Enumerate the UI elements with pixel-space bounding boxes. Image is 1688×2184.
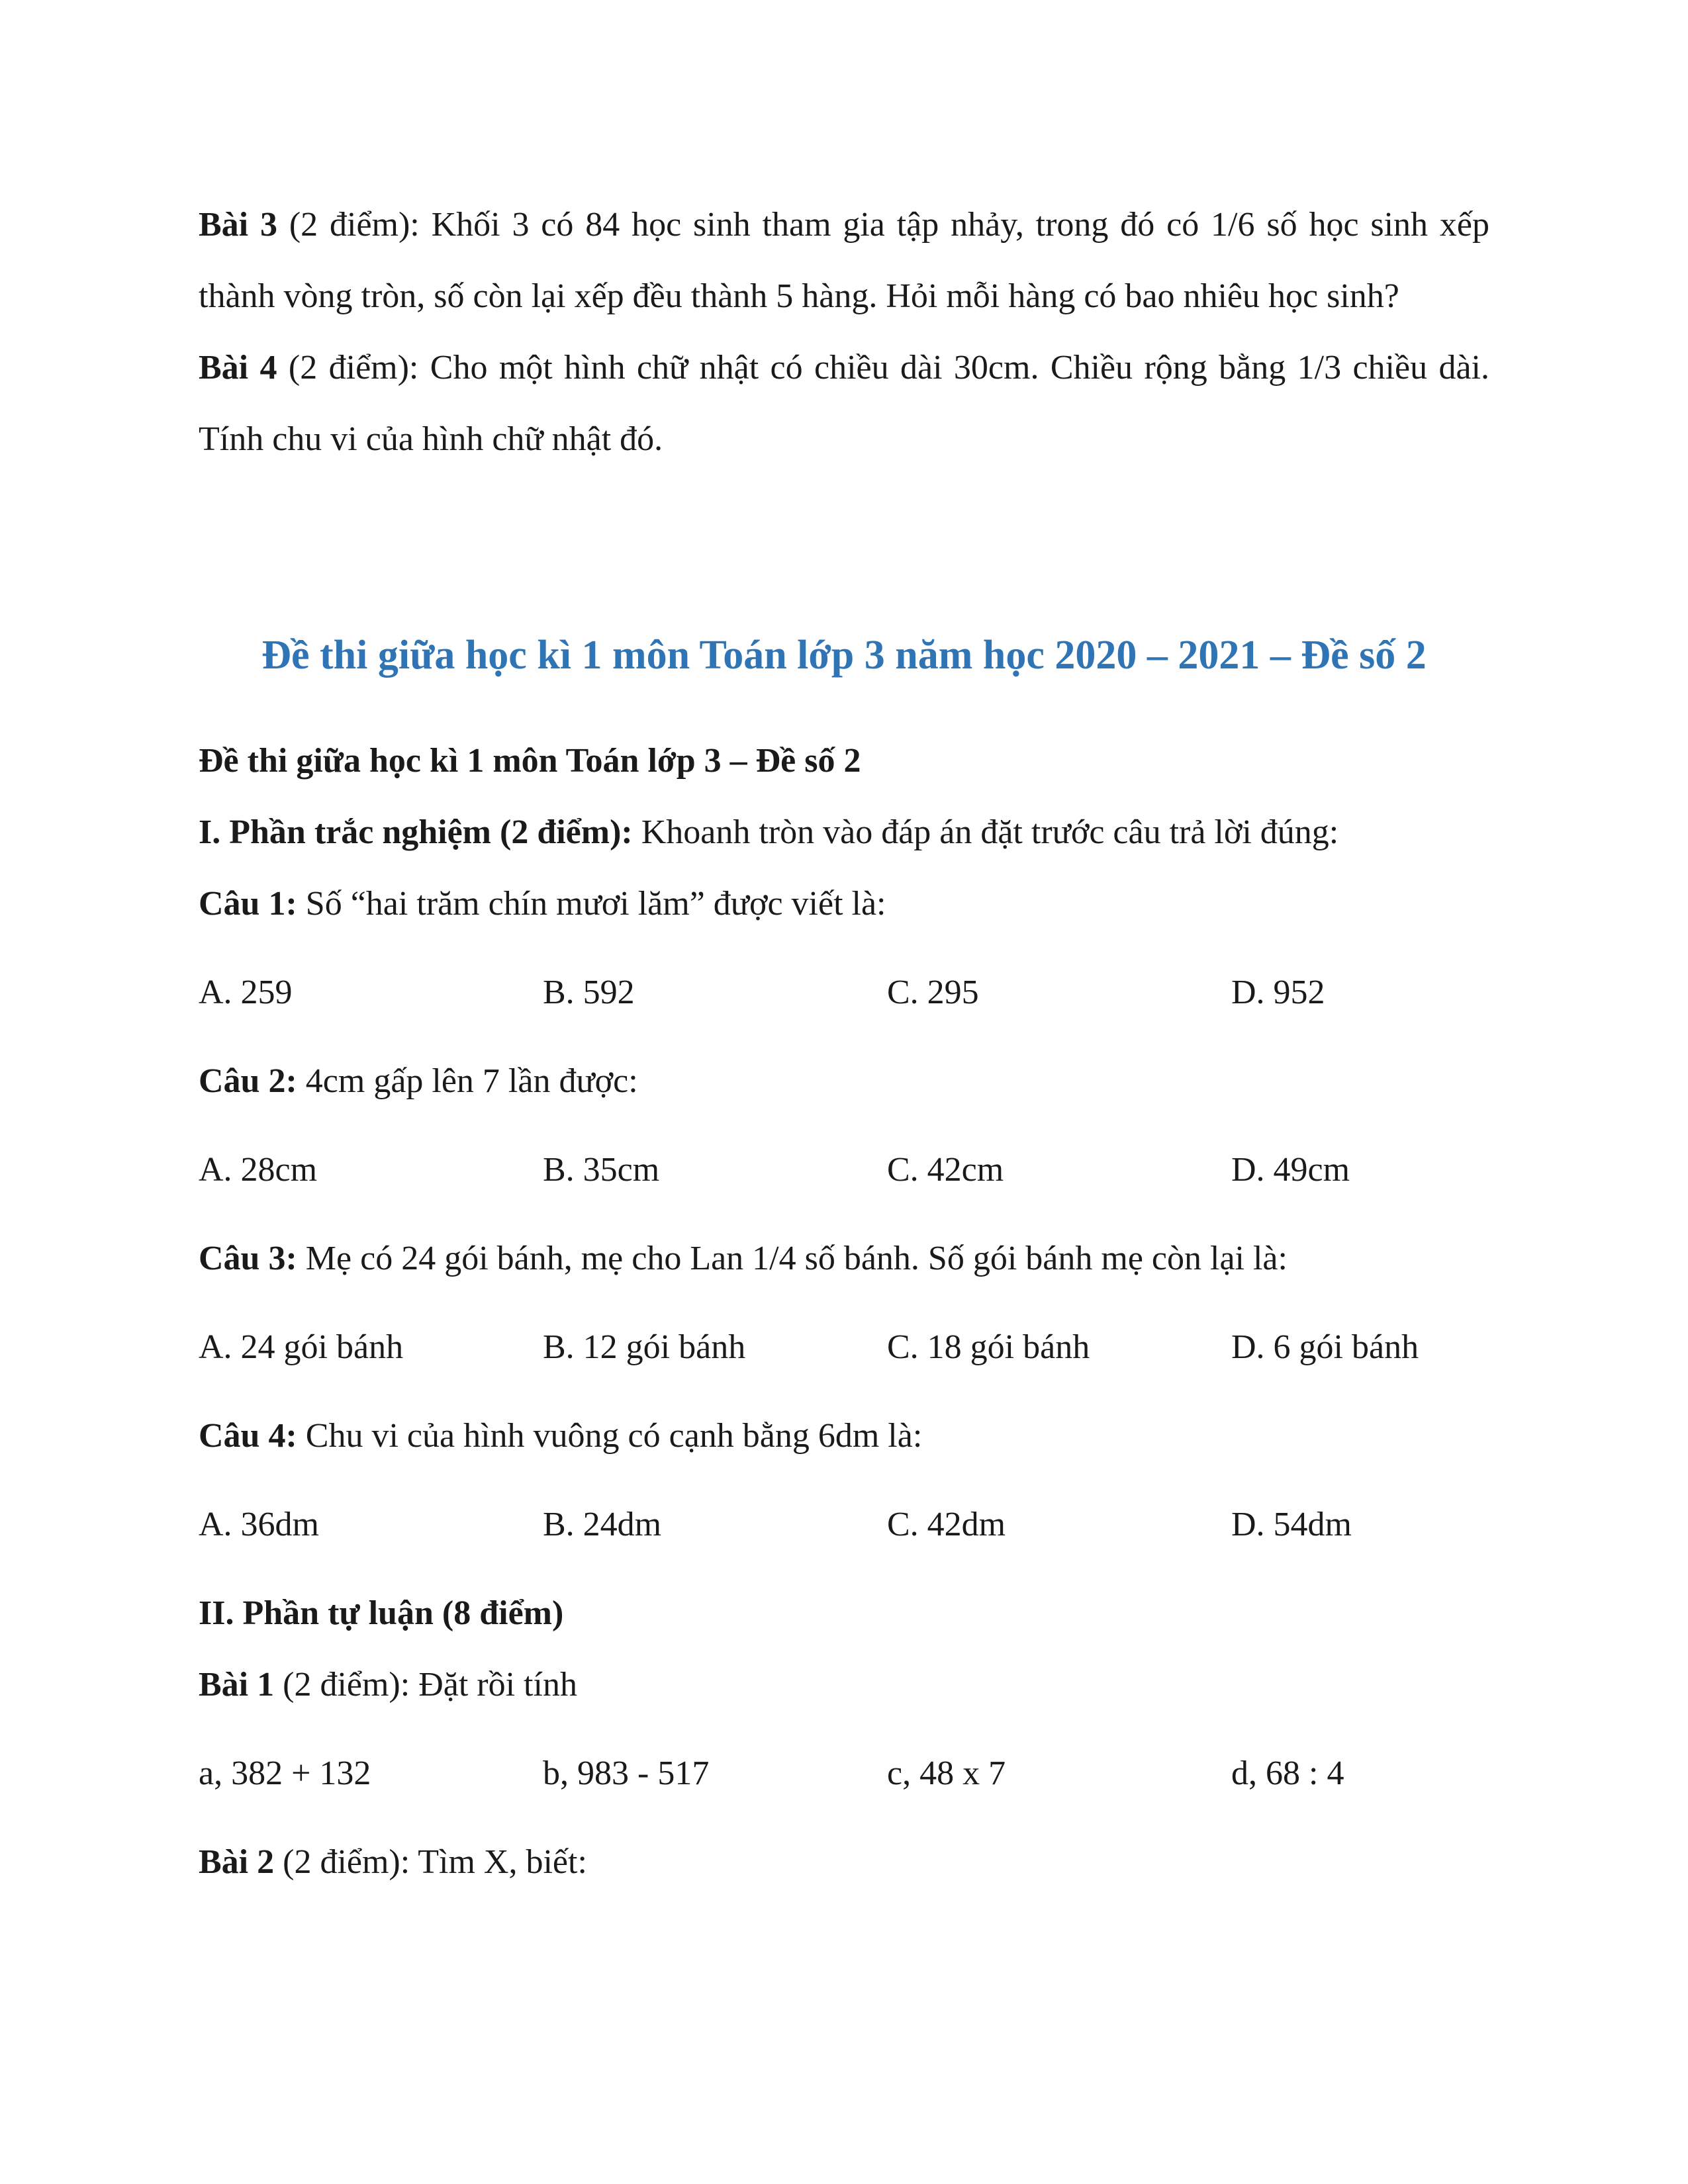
question-2 [199,1046,1489,1117]
question-4-option-a[interactable]: A. 36dm [199,1506,319,1543]
section-title: Đề thi giữa học kì 1 môn Toán lớp 3 năm học 2020 – 2021 – Đề số 2 [261,633,1427,678]
part2-heading: II. Phần tự luận (8 điểm) [199,1594,564,1632]
bai3-label: Bài 3 [199,206,277,244]
part2-bai1-text: Đặt rồi tính [418,1666,577,1704]
part1-instruction: Khoanh tròn vào đáp án đặt trước câu trả lời đúng: [632,813,1339,851]
question-4-option-b[interactable]: B. 24dm [543,1506,662,1543]
question-1-options [199,957,1489,1028]
question-4-option-c[interactable]: C. 42dm [887,1506,1006,1543]
part1-line [199,797,1489,868]
question-1-label: Câu 1: [199,885,297,923]
bai4-paragraph [199,332,1489,475]
part1-heading: I. Phần trắc nghiệm (2 điểm): [199,813,633,851]
prev-exam-block [199,189,1489,475]
part2-bai2-points: (2 điểm): [274,1843,418,1881]
question-4-text: Chu vi của hình vuông có cạnh bằng 6dm là: [297,1417,923,1455]
part2-bai1-points: (2 điểm): [274,1666,419,1704]
bai3-points: (2 điểm): [277,206,432,244]
question-2-option-b[interactable]: B. 35cm [543,1151,660,1189]
question-2-text: 4cm gấp lên 7 lần được: [297,1062,638,1100]
question-4-label: Câu 4: [199,1417,297,1455]
bai3-text: Khối 3 có 84 học sinh tham gia tập nhảy, trong đó có 1/6 số học sinh xếp thành vòng tròn, số còn lại xếp đều thành 5 hàng. Hỏi mỗi hàng có bao nhiêu học sinh? [199,206,1489,315]
bai1-item-b: b, 983 - 517 [543,1754,710,1792]
part2-bai2-label: Bài 2 [199,1843,275,1881]
exam2-block [199,725,1489,1898]
question-4-option-d[interactable]: D. 54dm [1231,1506,1352,1543]
part2-bai1-items [199,1738,1489,1809]
question-2-options [199,1134,1489,1206]
part2-heading-line [199,1578,1489,1649]
question-2-option-c[interactable]: C. 42cm [887,1151,1004,1189]
question-2-option-a[interactable]: A. 28cm [199,1151,318,1189]
question-1-option-a[interactable]: A. 259 [199,974,293,1011]
exam-subtitle-text: Đề thi giữa học kì 1 môn Toán lớp 3 – Đề số 2 [199,742,861,780]
question-3-option-c[interactable]: C. 18 gói bánh [887,1328,1090,1366]
question-1 [199,868,1489,940]
bai4-text: Cho một hình chữ nhật có chiều dài 30cm. Chiều rộng bằng 1/3 chiều dài. Tính chu vi của hình chữ nhật đó. [199,349,1489,458]
bai1-item-d: d, 68 : 4 [1231,1754,1344,1792]
exam-subtitle [199,725,1489,797]
question-3-option-a[interactable]: A. 24 gói bánh [199,1328,404,1366]
part2-bai1 [199,1649,1489,1721]
question-3-label: Câu 3: [199,1240,297,1277]
bai4-points: (2 điểm): [277,349,430,387]
question-4 [199,1400,1489,1472]
bai3-paragraph [199,189,1489,332]
part2-bai2 [199,1827,1489,1898]
question-3-text: Mẹ có 24 gói bánh, mẹ cho Lan 1/4 số bánh. Số gói bánh mẹ còn lại là: [297,1240,1288,1277]
bai1-item-a: a, 382 + 132 [199,1754,371,1792]
bai1-item-c: c, 48 x 7 [887,1754,1006,1792]
question-2-label: Câu 2: [199,1062,297,1100]
question-3-option-b[interactable]: B. 12 gói bánh [543,1328,746,1366]
part2-bai1-label: Bài 1 [199,1666,275,1704]
question-1-option-c[interactable]: C. 295 [887,974,979,1011]
question-3-options [199,1312,1489,1383]
question-3 [199,1223,1489,1295]
part2-bai2-text: Tìm X, biết: [418,1843,587,1881]
question-4-options [199,1489,1489,1561]
bai4-label: Bài 4 [199,349,277,387]
question-3-option-d[interactable]: D. 6 gói bánh [1231,1328,1419,1366]
question-2-option-d[interactable]: D. 49cm [1231,1151,1350,1189]
question-1-text: Số “hai trăm chín mươi lăm” được viết là: [297,885,886,923]
question-1-option-d[interactable]: D. 952 [1231,974,1325,1011]
question-1-option-b[interactable]: B. 592 [543,974,635,1011]
